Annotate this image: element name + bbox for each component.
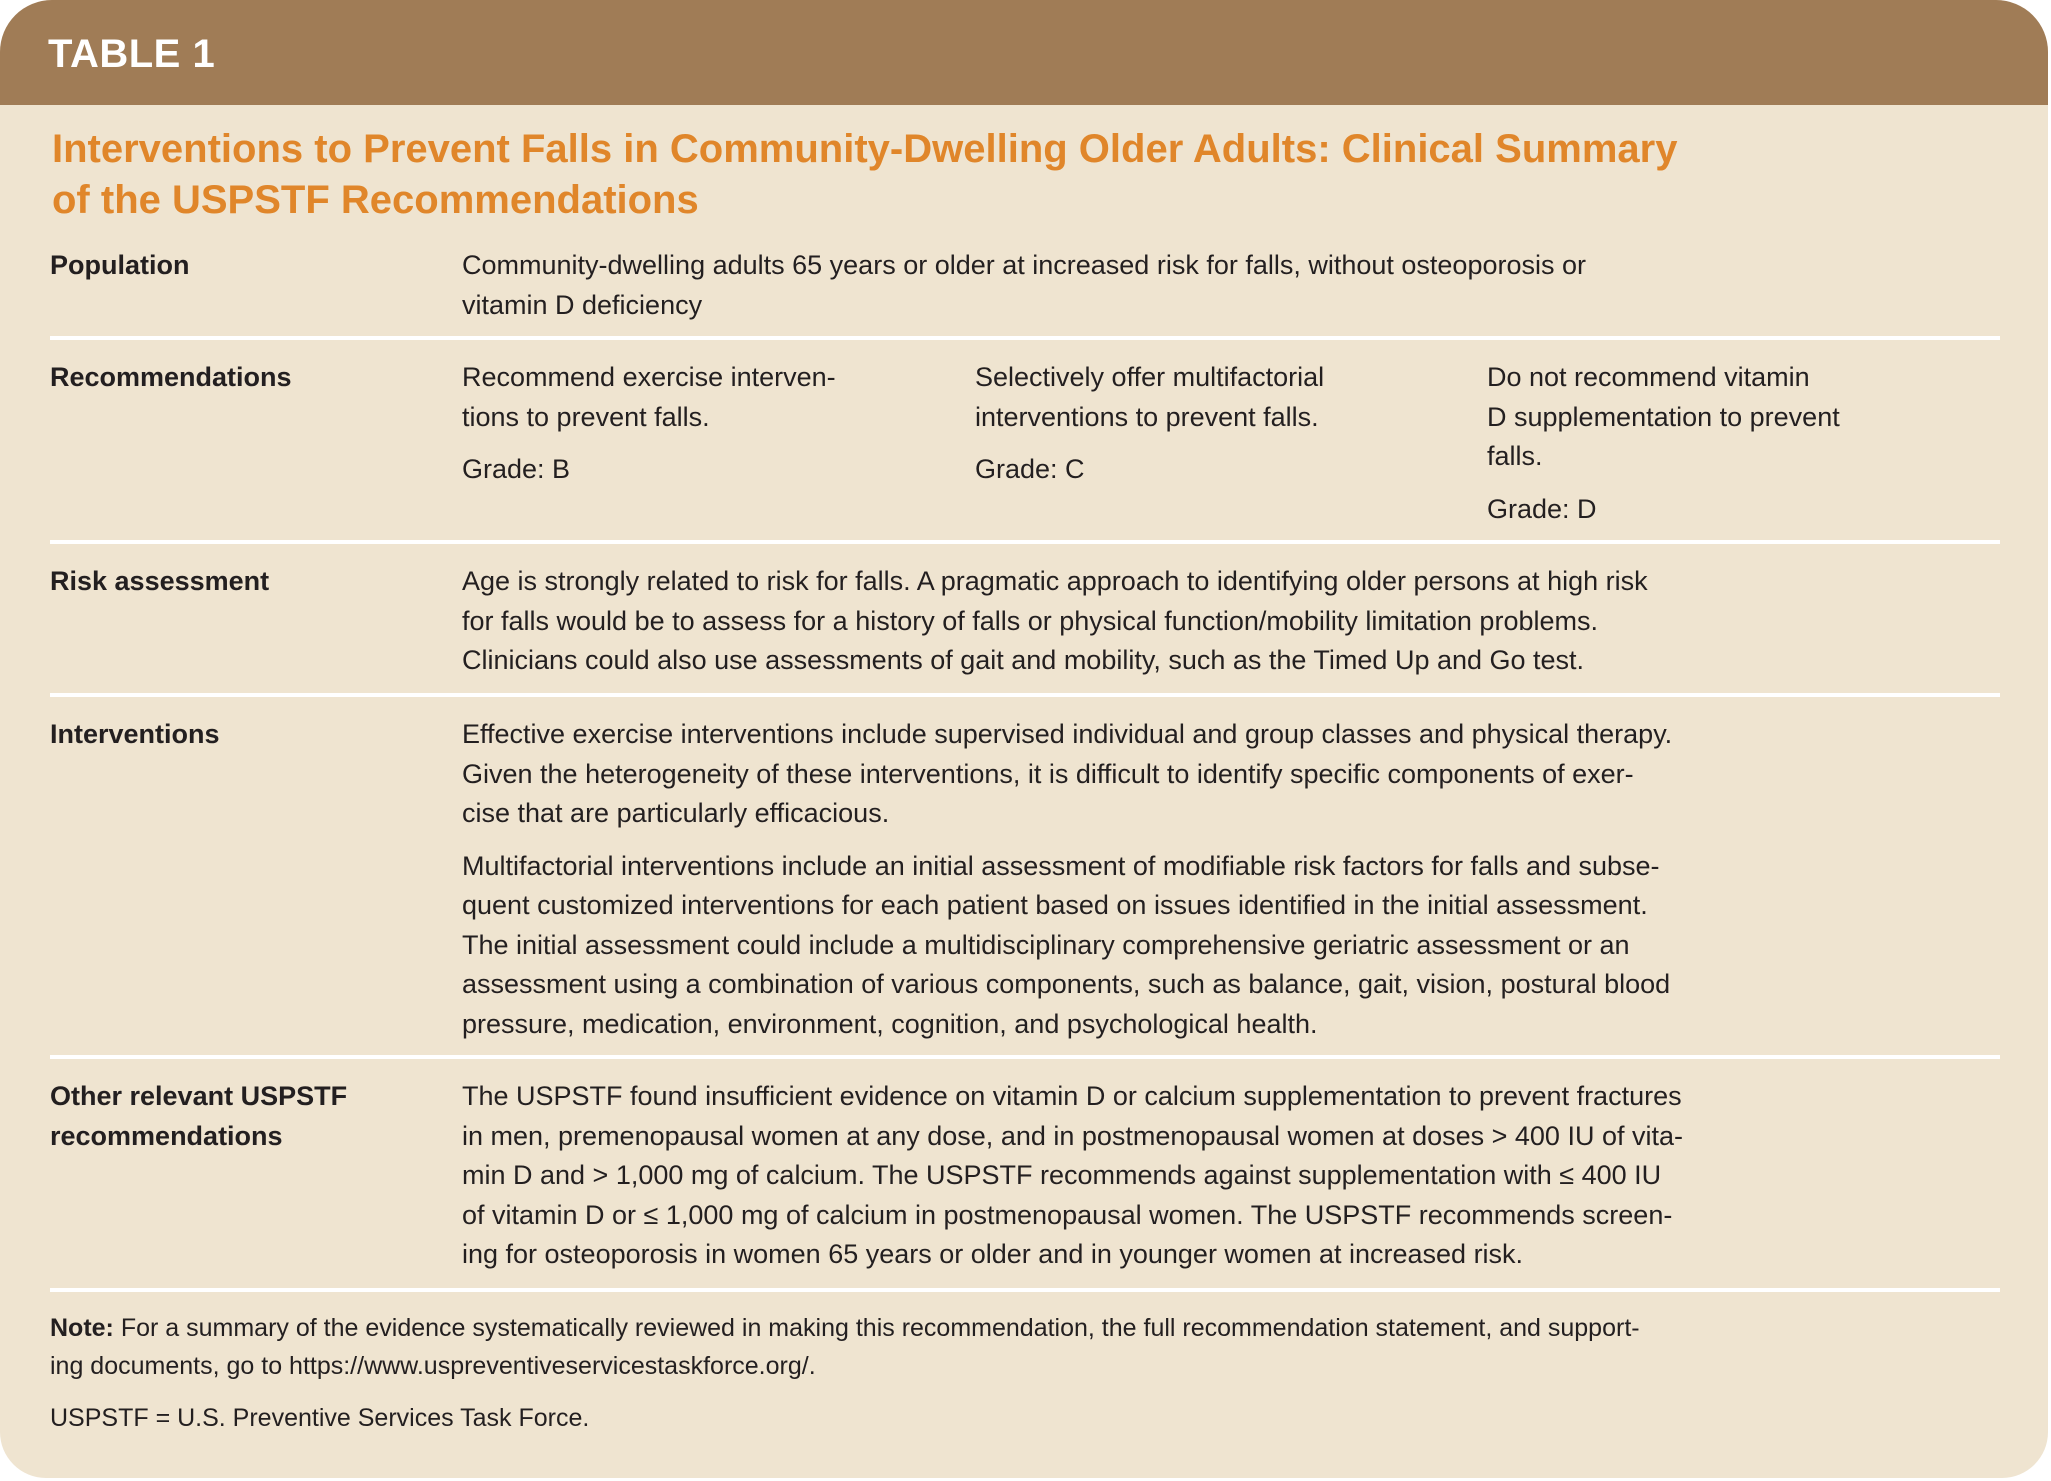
note-text-line2: ing documents, go to https://www.uspreventiveservicestaskforce.org/. <box>50 1352 816 1380</box>
title-line: of the USPSTF Recommendations <box>52 178 699 222</box>
row-divider <box>50 693 2000 697</box>
recommendation-multifactorial: Selectively offer multifactorial interventions to prevent falls. Grade: C <box>975 358 1324 490</box>
row-label-interventions: Interventions <box>50 719 220 749</box>
table-number: TABLE 1 <box>48 32 216 76</box>
table-header-bar <box>0 0 2048 105</box>
row-label-risk-assessment: Risk assessment <box>50 566 270 596</box>
other-recommendations-text: The USPSTF found insufficient evidence on vitamin D or calcium supplementation to prevent fractures in men, premenopausal women at any dose, and in postmenopausal women at doses > 400 IU of vita- min D and > 1,000 mg of calcium. The USPSTF recommends against supplementation with ≤ 400 IU of vitamin D or ≤ 1,000 mg of calcium in postmenopausal women. The USPSTF recommends screen- ing for osteoporosis in women 65 years or older and in younger women at increased risk. <box>462 1081 1683 1269</box>
abbreviation-note: USPSTF = U.S. Preventive Services Task Force. <box>50 1404 590 1432</box>
grade-c: Grade: C <box>975 454 1085 484</box>
row-label-population: Population <box>50 250 190 280</box>
row-divider <box>50 1288 2000 1292</box>
note-label: Note: <box>50 1314 114 1342</box>
row-divider <box>50 1055 2000 1059</box>
note-text: For a summary of the evidence systematically reviewed in making this recommendation, the full recommendation statement, and support- <box>113 1314 1640 1342</box>
title-line: Interventions to Prevent Falls in Community-Dwelling Older Adults: Clinical Summary <box>52 127 1678 171</box>
row-label-other-recommendations: Other relevant USPSTF recommendations <box>50 1081 348 1151</box>
grade-b: Grade: B <box>462 454 571 484</box>
grade-d: Grade: D <box>1487 493 1597 524</box>
risk-assessment-text: Age is strongly related to risk for falls. A pragmatic approach to identifying older persons at high risk for falls would be to assess for a history of falls or physical function/mobility limitation problems. Clinicians could also use assessments of gait and mobility, such as the Timed Up and Go test. <box>462 566 1648 675</box>
row-label-recommendations: Recommendations <box>50 362 292 392</box>
population-text: Community-dwelling adults 65 years or older at increased risk for falls, without osteoporosis or vitamin D deficiency <box>462 250 1586 320</box>
table-note <box>50 1309 1640 1437</box>
recommendation-vitamin-d: Do not recommend vitamin D supplementation to prevent falls. Grade: D <box>1487 358 1840 529</box>
recommendation-exercise: Recommend exercise interven- tions to prevent falls. Grade: B <box>462 358 836 490</box>
row-divider <box>50 336 2000 340</box>
table-title <box>52 124 1677 226</box>
row-divider <box>50 540 2000 544</box>
interventions-text: Effective exercise interventions include supervised individual and group classes and physical therapy. Given the heterogeneity of these interventions, it is difficult to identify specific components of exer- cise that are particularly efficacious. Multifactorial interventions include an initial assessment of modifiable risk factors for falls and subse- quent customized interventions for each patient based on issues identified in the initial assessment. The initial assessment could include a multidisciplinary comprehensive geriatric assessment or an assessment using a combination of various components, such as balance, gait, vision, postural blood pressure, medication, environment, cognition, and psychological health. <box>462 719 1673 1039</box>
